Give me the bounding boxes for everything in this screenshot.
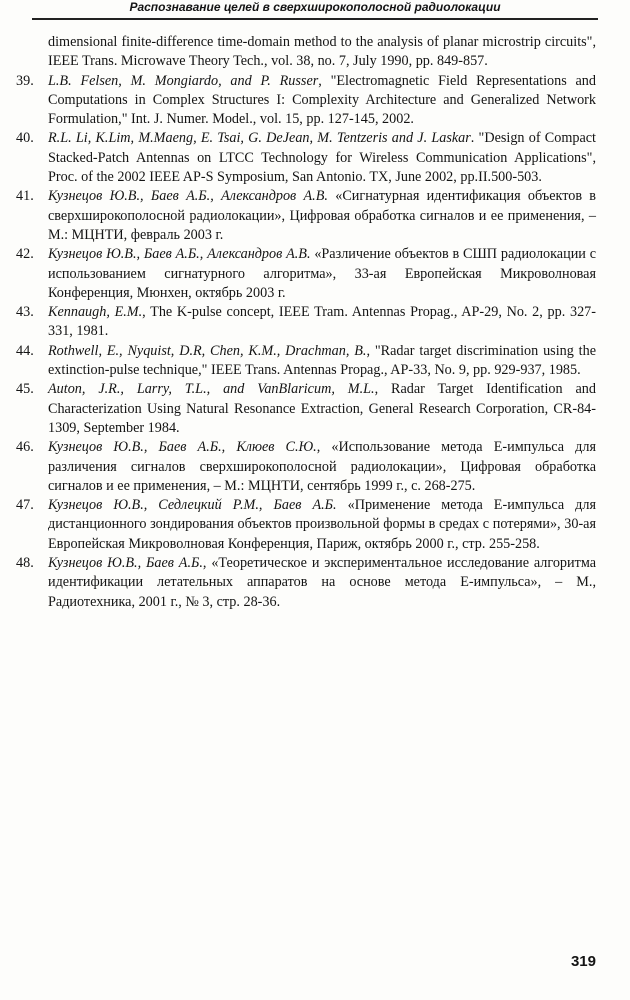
reference-number: 48. bbox=[16, 555, 34, 572]
reference-number: 41. bbox=[16, 188, 34, 205]
reference-number: 40. bbox=[16, 130, 34, 147]
reference-48 bbox=[16, 554, 596, 612]
running-header-title: Распознавание целей в сверхширокополосной радиолокации bbox=[129, 0, 501, 14]
reference-41 bbox=[16, 187, 596, 245]
reference-text: «Различение объектов в СШП радиолокации с использованием сигнатурного алгоритма», 33-ая Европейская Микроволновая Конференция, Мюнхен, октябрь 2003 г. bbox=[48, 246, 596, 301]
reference-text: , The K-pulse concept, IEEE Tram. Antennas Propag., AP-29, No. 2, pp. 327-331, 1981. bbox=[48, 304, 596, 340]
reference-43 bbox=[16, 303, 596, 342]
page-number: 319 bbox=[570, 953, 596, 970]
reference-42 bbox=[16, 245, 596, 303]
reference-continuation bbox=[16, 33, 596, 72]
reference-text: dimensional finite-difference time-domain method to the analysis of planar microstrip circuits", IEEE Trans. Microwave Theory Tech., vol. 38, no. 7, July 1990, pp. 849-857. bbox=[48, 34, 596, 70]
reference-authors: Auton, J.R., Larry, T.L., and VanBlaricum, M.L. bbox=[48, 381, 375, 398]
reference-number: 44. bbox=[16, 342, 34, 359]
reference-authors: L.B. Felsen, M. Mongiardo, and P. Russer bbox=[48, 72, 319, 89]
reference-list bbox=[16, 33, 596, 612]
reference-45 bbox=[16, 380, 596, 438]
reference-44 bbox=[16, 342, 596, 381]
reference-authors: Кузнецов Ю.В., Баев А.Б., Александров А.В. bbox=[48, 188, 328, 205]
reference-text: . "Design of Compact Stacked-Patch Antennas on LTCC Technology for Wireless Communication Applications", Proc. of the 2002 IEEE AP-S Symposium, San Antonio. TX, June 2002, pp.II.500-503. bbox=[48, 130, 597, 186]
reference-text: , "Electromagnetic Field Representations and Computations in Complex Structures I: Complexity Architecture and Generalized Network Formulation," Int. J. Numer. Model., vol. 15, pp. 127-145, 2002. bbox=[48, 72, 596, 128]
reference-40 bbox=[16, 129, 596, 187]
reference-text: «Сигнатурная идентификация объектов в сверхширокополосной радиолокации», Цифровая обработка сигналов и ее применения, – М.: МЦНТИ, февраль 2003 г. bbox=[48, 188, 597, 243]
reference-46 bbox=[16, 438, 596, 496]
reference-authors: Кузнецов Ю.В., Седлецкий Р.М., Баев А.Б. bbox=[48, 497, 337, 514]
reference-authors: Rothwell, E., Nyquist, D.R, Chen, K.M., Drachman, B. bbox=[48, 342, 367, 359]
reference-authors: R.L. Li, K.Lim, M.Maeng, E. Tsai, G. DeJean, M. Tentzeris and J. Laskar bbox=[48, 130, 471, 147]
reference-text: «Применение метода Е-импульса для дистанционного зондирования объектов произвольной формы в средах с потерями», 30-ая Европейская Микроволновая Конференция, Париж, октябрь 2000 г., стр. 255-258. bbox=[48, 497, 597, 552]
reference-number: 43. bbox=[16, 304, 34, 321]
reference-number: 47. bbox=[16, 497, 34, 514]
reference-authors: Кузнецов Ю.В., Баев А.Б. bbox=[48, 555, 203, 572]
reference-authors: Кузнецов Ю.В., Баев А.Б., Клюев С.Ю. bbox=[48, 439, 317, 456]
reference-number: 42. bbox=[16, 246, 34, 263]
reference-number: 45. bbox=[16, 381, 34, 398]
reference-text: , «Теоретическое и экспериментальное исследование алгоритма идентификации летательных аппаратов на основе метода Е-импульса», – М., Радиотехника, 2001 г., № 3, стр. 28-36. bbox=[48, 555, 596, 610]
reference-number: 39. bbox=[16, 72, 34, 89]
reference-text: , "Radar target discrimination using the extinction-pulse technique," IEEE Trans. Antennas Propag., AP-33, No. 9, pp. 929-937, 1985. bbox=[48, 342, 597, 379]
reference-authors: Кузнецов Ю.В., Баев А.Б., Александров А.В. bbox=[48, 246, 311, 263]
running-header bbox=[32, 0, 598, 20]
reference-number: 46. bbox=[16, 439, 34, 456]
reference-text: , «Использование метода Е-импульса для различения сигналов сверхширокополосной радиолокации», Цифровая обработка сигналов и ее применения, – М.: МЦНТИ, сентябрь 1999 г., с. 268-275. bbox=[48, 439, 597, 494]
reference-text: , Radar Target Identification and Characterization Using Natural Resonance Extraction, General Research Corporation, CR-84-1309, September 1984. bbox=[48, 381, 596, 436]
reference-47 bbox=[16, 496, 596, 554]
reference-authors: Kennaugh, E.M. bbox=[48, 304, 143, 321]
reference-39 bbox=[16, 72, 596, 130]
